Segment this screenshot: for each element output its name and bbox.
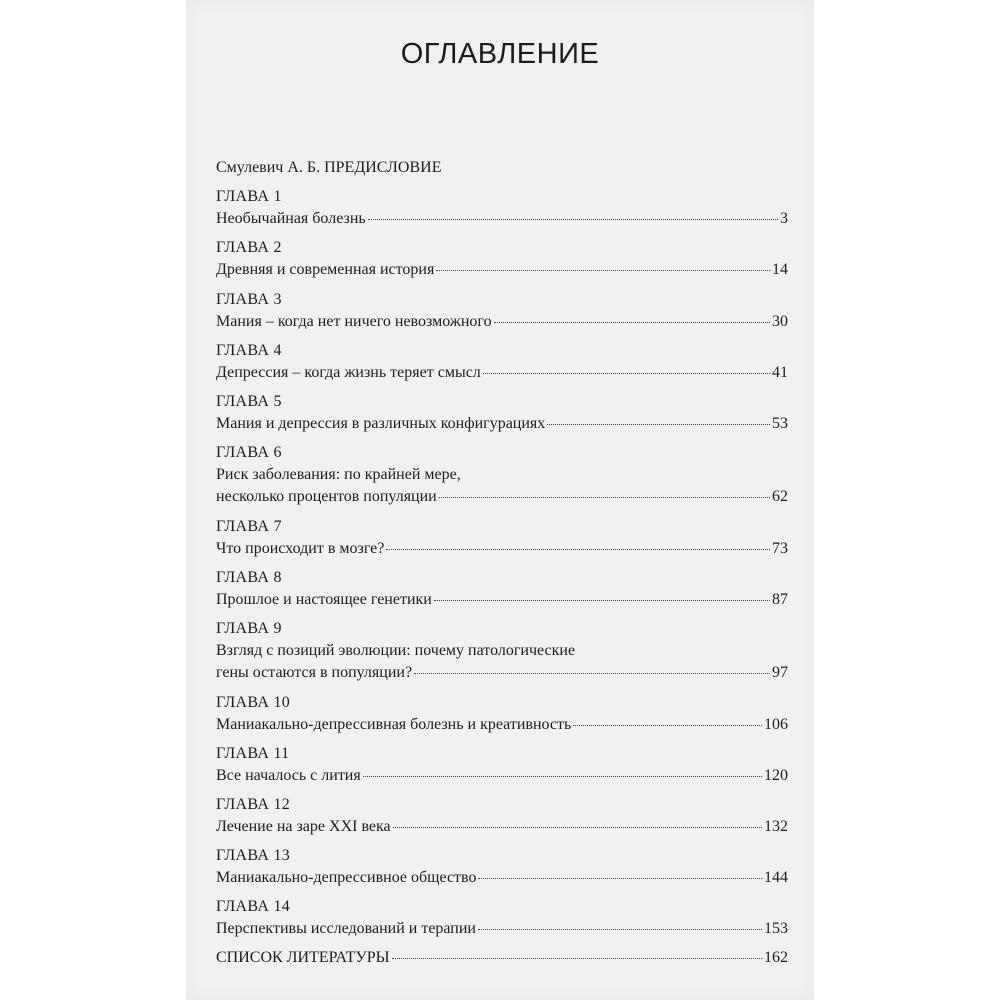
chapter-entry (216, 590, 788, 610)
chapter-entry (216, 539, 788, 559)
dot-leader (392, 957, 762, 959)
entry-title: Депрессия – когда жизнь теряет смысл (216, 364, 481, 381)
chapter-label: ГЛАВА 6 (216, 444, 282, 461)
chapter-label: ГЛАВА 7 (216, 518, 282, 535)
chapter-label: ГЛАВА 1 (216, 188, 282, 205)
dot-leader (483, 372, 770, 374)
entry-title: Маниакально-депрессивная болезнь и креативность (216, 716, 572, 733)
chapter-label: ГЛАВА 14 (216, 898, 291, 915)
chapter-entry (216, 414, 788, 434)
chapter-title-line: Взгляд с позиций эволюции: почему патологические (216, 642, 576, 659)
entry-title: Перспективы исследований и терапии (216, 920, 476, 937)
page-number: 73 (772, 540, 788, 557)
page-number: 132 (764, 818, 788, 835)
entry-title: Что происходит в мозге? (216, 540, 385, 557)
references-entry (216, 948, 788, 968)
chapter-entry (216, 766, 788, 786)
entry-title: СПИСОК ЛИТЕРАТУРЫ (216, 949, 390, 966)
entry-title: Древняя и современная история (216, 261, 435, 278)
page-number: 162 (764, 949, 788, 966)
chapter-entry (216, 363, 788, 383)
dot-leader (363, 775, 762, 777)
chapter-entry (216, 487, 788, 507)
page-number: 153 (764, 920, 788, 937)
page-number: 62 (772, 488, 788, 505)
page-number: 3 (780, 210, 788, 227)
chapter-entry (216, 817, 788, 837)
entry-title: Лечение на заре XXI века (216, 818, 391, 835)
chapter-entry (216, 663, 788, 683)
entry-title: Мания – когда нет ничего невозможного (216, 313, 492, 330)
chapter-entry (216, 715, 788, 735)
page-number: 87 (772, 591, 788, 608)
chapter-label: ГЛАВА 9 (216, 620, 282, 637)
page-number: 106 (764, 716, 788, 733)
entry-title: Мания и депрессия в различных конфигурациях (216, 415, 546, 432)
page-number: 97 (772, 664, 788, 681)
dot-leader (386, 548, 770, 550)
chapter-label: ГЛАВА 3 (216, 291, 282, 308)
chapter-label: ГЛАВА 12 (216, 796, 291, 813)
chapter-label: ГЛАВА 2 (216, 239, 282, 256)
chapter-entry (216, 868, 788, 888)
dot-leader (436, 269, 770, 271)
dot-leader (573, 724, 762, 726)
page-number: 53 (772, 415, 788, 432)
chapter-label: ГЛАВА 11 (216, 745, 290, 762)
entry-title: Необычайная болезнь (216, 210, 366, 227)
entry-title: Маниакально-депрессивное общество (216, 869, 477, 886)
chapter-entry (216, 209, 788, 229)
dot-leader (414, 672, 770, 674)
chapter-entry (216, 260, 788, 280)
dot-leader (478, 877, 762, 879)
dot-leader (393, 826, 762, 828)
entry-title: гены остаются в популяции? (216, 664, 413, 681)
page-number: 144 (764, 869, 788, 886)
dot-leader (439, 496, 770, 498)
chapter-label: ГЛАВА 8 (216, 569, 282, 586)
chapter-entry (216, 919, 788, 939)
page-title: ОГЛАВЛЕНИЕ (400, 38, 600, 70)
entry-title: несколько процентов популяции (216, 488, 437, 505)
chapter-label: ГЛАВА 13 (216, 847, 291, 864)
dot-leader (368, 218, 778, 220)
chapter-label: ГЛАВА 4 (216, 342, 282, 359)
chapter-label: ГЛАВА 5 (216, 393, 282, 410)
entry-title: Все началось с лития (216, 767, 361, 784)
page-number: 14 (772, 261, 788, 278)
page-number: 30 (772, 313, 788, 330)
page-number: 41 (772, 364, 788, 381)
dot-leader (494, 321, 770, 323)
preface-entry: Смулевич А. Б. ПРЕДИСЛОВИЕ (216, 159, 442, 176)
dot-leader (547, 423, 770, 425)
dot-leader (478, 928, 762, 930)
chapter-entry (216, 312, 788, 332)
page-number: 120 (764, 767, 788, 784)
dot-leader (434, 599, 770, 601)
entry-title: Прошлое и настоящее генетики (216, 591, 432, 608)
chapter-label: ГЛАВА 10 (216, 694, 291, 711)
chapter-title-line: Риск заболевания: по крайней мере, (216, 466, 461, 483)
